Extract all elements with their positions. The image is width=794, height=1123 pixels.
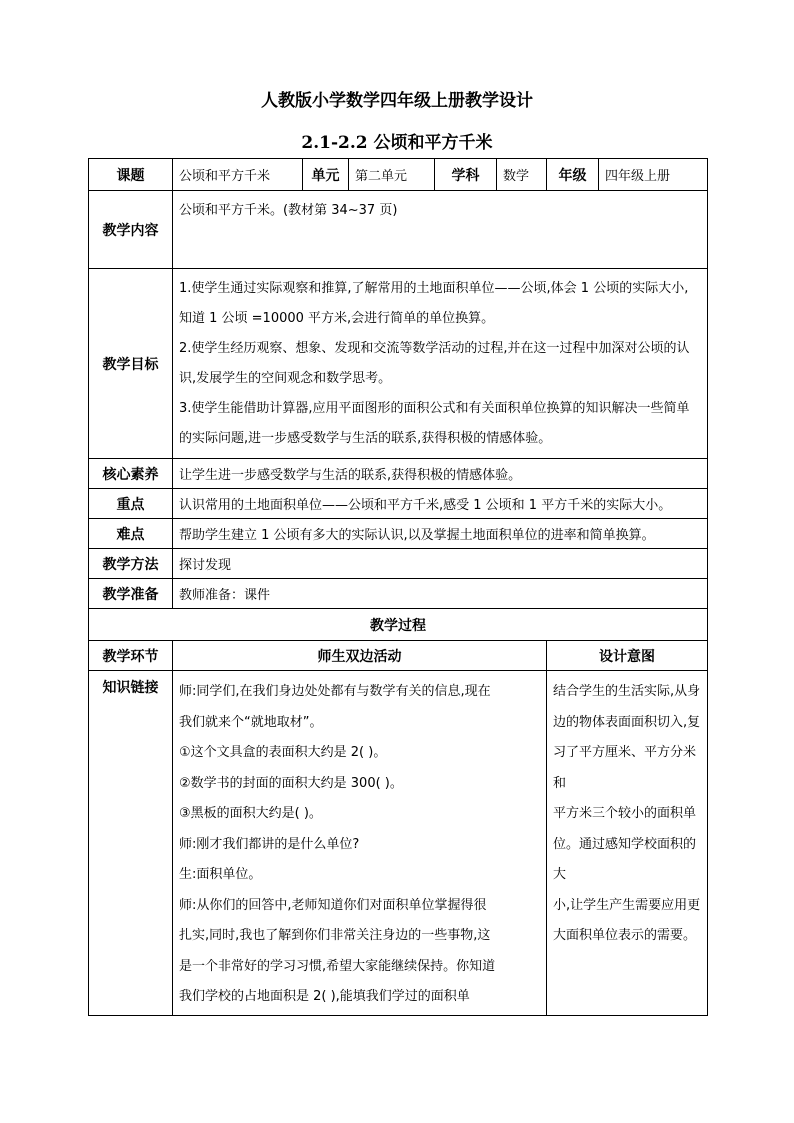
intent-line: 平方米三个较小的面积单 [553, 806, 697, 821]
preparation-label: 教学准备 [89, 579, 173, 609]
content-label: 教学内容 [89, 191, 173, 269]
method-value: 探讨发现 [173, 549, 708, 579]
activity-line: 是一个非常好的学习习惯,希望大家能继续保持。你知道 [179, 958, 496, 974]
key-point-value: 认识常用的土地面积单位——公顷和平方千米,感受 1 公顷和 1 平方千米的实际大小。 [173, 489, 708, 519]
activity-line: ①这个文具盒的表面积大约是 2( )。 [179, 745, 387, 760]
intent-column-header: 设计意图 [547, 641, 708, 671]
intent-line: 结合学生的生活实际,从身 [553, 684, 701, 699]
activity-line: ③黑板的面积大约是( )。 [179, 806, 322, 821]
process-row [89, 671, 708, 1016]
content-value: 公顷和平方千米。(教材第 34~37 页) [173, 191, 708, 269]
process-header-row [89, 641, 708, 671]
difficulty-value: 帮助学生建立 1 公顷有多大的实际认识,以及掌握土地面积单位的进率和简单换算。 [173, 519, 708, 549]
goal-item: 2.使学生经历观察、想象、发现和交流等数学活动的过程,并在这一过程中加深对公顷的认识,发展学生的空间观念和数学思考。 [179, 340, 690, 386]
grade-value: 四年级上册 [599, 159, 708, 191]
method-row [89, 549, 708, 579]
difficulty-label: 难点 [89, 519, 173, 549]
goal-item: 3.使学生能借助计算器,应用平面图形的面积公式和有关面积单位换算的知识解决一些简单的实际问题,进一步感受数学与生活的联系,获得积极的情感体验。 [179, 400, 690, 446]
difficulty-row [89, 519, 708, 549]
goals-row [89, 269, 708, 459]
stage-column-header: 教学环节 [89, 641, 173, 671]
topic-label: 课题 [89, 159, 173, 191]
activity-column-header: 师生双边活动 [173, 641, 547, 671]
intent-line: 大面积单位表示的需要。 [553, 928, 697, 943]
activity-line: 我们就来个“就地取材”。 [179, 714, 323, 730]
activity-line: 生:面积单位。 [179, 867, 262, 882]
literacy-label: 核心素养 [89, 459, 173, 489]
topic-value: 公顷和平方千米 [173, 159, 303, 191]
preparation-value: 教师准备：课件 [173, 579, 708, 609]
grade-label: 年级 [547, 159, 599, 191]
lesson-plan-table [88, 158, 708, 1016]
lesson-subtitle: 2.1-2.2 公顷和平方千米 [301, 133, 493, 153]
intent-line: 习了平方厘米、平方分米和 [553, 745, 697, 791]
subject-value: 数学 [497, 159, 547, 191]
literacy-row [89, 459, 708, 489]
activity-cell [173, 671, 547, 1016]
activity-line: 扎实,同时,我也了解到你们非常关注身边的一些事物,这 [179, 928, 491, 943]
activity-line: 师:刚才我们都讲的是什么单位? [179, 836, 360, 852]
intent-cell [547, 671, 708, 1016]
content-row [89, 191, 708, 269]
subject-label: 学科 [435, 159, 497, 191]
activity-line: 师:从你们的回答中,老师知道你们对面积单位掌握得很 [179, 897, 487, 913]
activity-line: 我们学校的占地面积是 2( ),能填我们学过的面积单 [179, 989, 470, 1004]
goals-value [173, 269, 708, 459]
activity-line: ②数学书的封面的面积大约是 300( )。 [179, 775, 403, 791]
process-title-row [89, 609, 708, 641]
intent-line: 位。通过感知学校面积的大 [553, 836, 697, 882]
info-row [89, 159, 708, 191]
activity-line: 师:同学们,在我们身边处处都有与数学有关的信息,现在 [179, 684, 491, 699]
key-point-label: 重点 [89, 489, 173, 519]
stage-cell: 知识链接 [89, 671, 173, 1016]
process-title: 教学过程 [89, 609, 708, 641]
literacy-value: 让学生进一步感受数学与生活的联系,获得积极的情感体验。 [173, 459, 708, 489]
goals-label: 教学目标 [89, 269, 173, 459]
goal-item: 1.使学生通过实际观察和推算,了解常用的土地面积单位——公顷,体会 1 公顷的实际大小,知道 1 公顷 =10000 平方米,会进行简单的单位换算。 [179, 280, 689, 326]
preparation-row [89, 579, 708, 609]
key-point-row [89, 489, 708, 519]
unit-value: 第二单元 [349, 159, 435, 191]
document-title: 人教版小学数学四年级上册教学设计 [261, 91, 533, 111]
method-label: 教学方法 [89, 549, 173, 579]
intent-line: 边的物体表面面积切入,复 [553, 714, 701, 730]
unit-label: 单元 [303, 159, 349, 191]
intent-line: 小,让学生产生需要应用更 [553, 897, 701, 913]
